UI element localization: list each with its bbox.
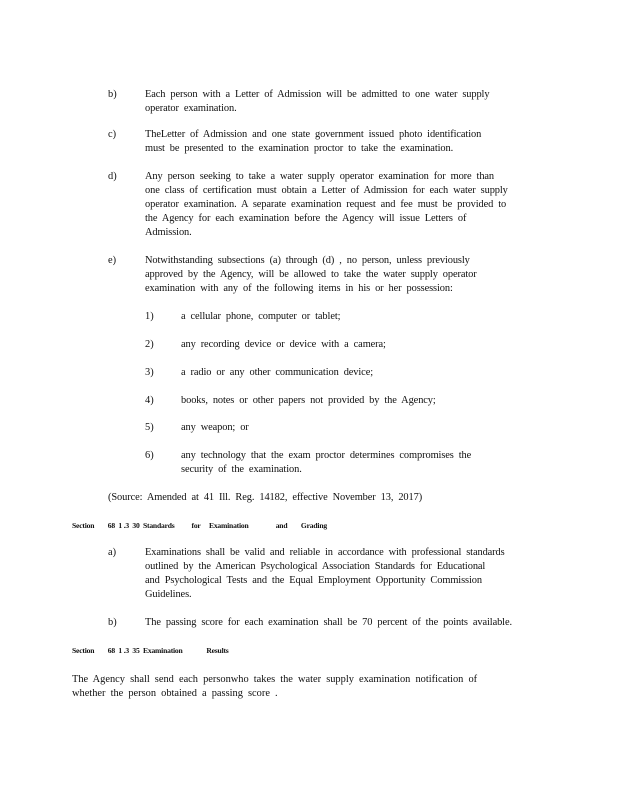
item-e-line-1: Notwithstanding subsections (a) through (d) , no person, unless previously [145, 255, 470, 266]
item-e-line-2: approved by the Agency, will be allowed to take the water supply operator [145, 269, 477, 280]
section-1330-b-text: The passing score for each examination shall be 70 percent of the points available. [145, 617, 512, 628]
item-d-line-2: one class of certification must obtain a Letter of Admission for each water supply [145, 185, 508, 196]
section-1335-line-2: whether the person obtained a passing score . [72, 688, 278, 699]
item-c-line-1: TheLetter of Admission and one state government issued photo identification [145, 129, 482, 140]
subitem-4-text: books, notes or other papers not provided by the Agency; [181, 395, 436, 406]
item-label-d: d) [108, 171, 117, 182]
subitem-label-4: 4) [145, 395, 154, 406]
item-d-line-1: Any person seeking to take a water supply operator examination for more than [145, 171, 495, 182]
subitem-2-text: any recording device or device with a camera; [181, 339, 386, 350]
section-1330-a-line-1: Examinations shall be valid and reliable in accordance with professional standards [145, 547, 505, 558]
section-1330-a-line-2: outlined by the American Psychological Association Standards for Educational [145, 561, 486, 572]
item-label-b: b) [108, 89, 117, 100]
item-d-line-5: Admission. [145, 227, 192, 238]
item-label-e: e) [108, 255, 117, 266]
item-label-c: c) [108, 129, 117, 140]
subitem-label-5: 5) [145, 422, 154, 433]
item-d-line-4: the Agency for each examination before the Agency will issue Letters of [145, 213, 467, 224]
item-b-line-1: Each person with a Letter of Admission will be admitted to one water supply [145, 89, 490, 100]
subitem-5-text: any weapon; or [181, 422, 249, 433]
subitem-1-text: a cellular phone, computer or tablet; [181, 311, 341, 322]
item-c-line-2: must be presented to the examination proctor to take the examination. [145, 143, 454, 154]
item-b-line-2: operator examination. [145, 103, 237, 114]
section-1330-a-line-4: Guidelines. [145, 589, 192, 600]
subitem-label-1: 1) [145, 311, 154, 322]
source-note: (Source: Amended at 41 Ill. Reg. 14182, effective November 13, 2017) [108, 492, 423, 503]
subitem-6-line-2: security of the examination. [181, 464, 302, 475]
section-1335-heading: Section 68 1 .3 35 Examination Results [72, 646, 229, 655]
section-1335-line-1: The Agency shall send each personwho takes the water supply examination notification of [72, 674, 478, 685]
section-1330-label-b: b) [108, 617, 117, 628]
section-1330-a-line-3: and Psychological Tests and the Equal Employment Opportunity Commission [145, 575, 482, 586]
item-e-line-3: examination with any of the following items in his or her possession: [145, 283, 453, 294]
subitem-label-2: 2) [145, 339, 154, 350]
subitem-label-6: 6) [145, 450, 154, 461]
item-d-line-3: operator examination. A separate examination request and fee must be provided to [145, 199, 507, 210]
section-1330-label-a: a) [108, 547, 117, 558]
subitem-6-line-1: any technology that the exam proctor determines compromises the [181, 450, 472, 461]
section-1330-heading: Section 68 1 .3 30 Standards for Examination and Grading [72, 521, 327, 530]
subitem-label-3: 3) [145, 367, 154, 378]
subitem-3-text: a radio or any other communication device; [181, 367, 373, 378]
